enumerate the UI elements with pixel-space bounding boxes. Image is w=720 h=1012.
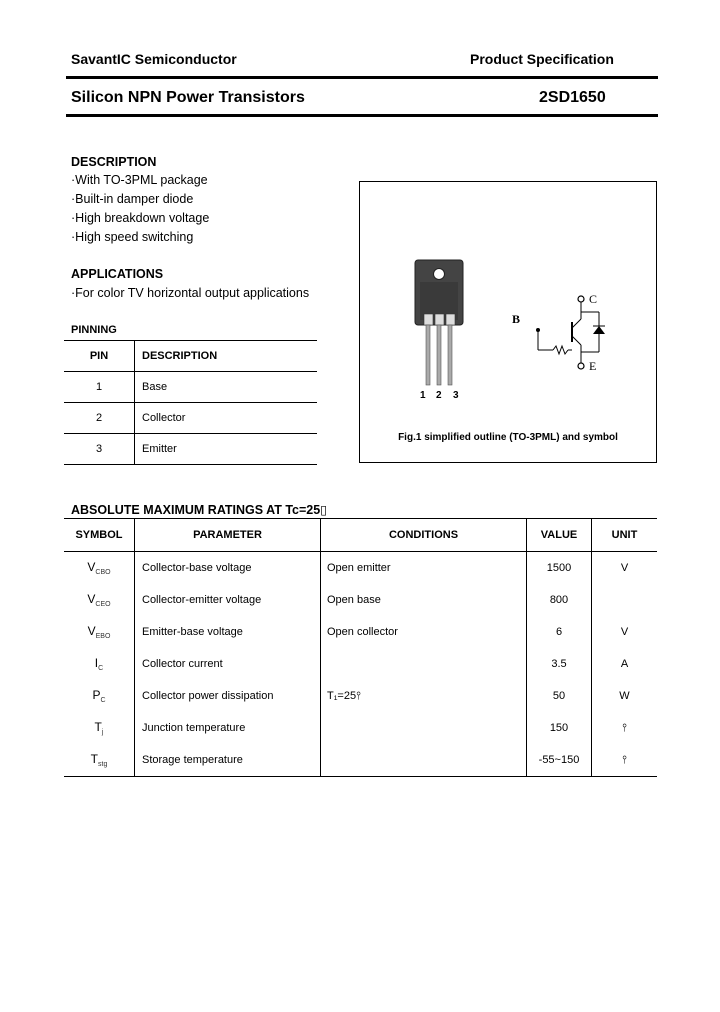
ratings-table xyxy=(64,518,657,777)
symbol-cell: $I_C$ xyxy=(64,648,135,680)
pinning-heading: PINNING xyxy=(71,324,117,336)
list-item: ·With TO-3PML package xyxy=(71,173,208,187)
table-cell: Collector-emitter voltage xyxy=(135,584,321,616)
symbol-cell: $V_{CBO}$ xyxy=(64,552,135,585)
table-header: DESCRIPTION xyxy=(135,341,318,372)
table-row xyxy=(64,648,657,680)
lead-label: 3 xyxy=(453,390,459,401)
pinning-table xyxy=(64,340,317,465)
table-cell: 3 xyxy=(64,434,135,465)
table-row xyxy=(64,552,657,585)
applications-list xyxy=(71,284,309,303)
table-header: PIN xyxy=(64,341,135,372)
ratings-heading: ABSOLUTE MAXIMUM RATINGS AT Tc=25▯ xyxy=(71,503,328,517)
figure-box xyxy=(359,181,657,463)
table-cell xyxy=(321,648,527,680)
table-cell: V xyxy=(620,562,629,574)
list-item: ·Built-in damper diode xyxy=(71,192,194,206)
title-rule xyxy=(66,114,658,117)
description-heading: DESCRIPTION xyxy=(71,155,157,169)
list-item: ·For color TV horizontal output applications xyxy=(71,286,310,300)
applications-heading: APPLICATIONS xyxy=(71,267,164,281)
table-cell: Base xyxy=(135,372,318,403)
table-row xyxy=(64,372,317,403)
table-row xyxy=(64,744,657,777)
table-row xyxy=(64,434,317,465)
product-line: Silicon NPN Power Transistors xyxy=(71,89,305,106)
table-cell: V xyxy=(620,626,629,638)
table-cell: W xyxy=(619,690,630,702)
table-cell: Collector xyxy=(135,403,318,434)
table-header-row xyxy=(64,519,657,552)
list-item: ·High breakdown voltage xyxy=(71,211,210,225)
symbol-cell: $P_C$ xyxy=(64,680,135,712)
table-cell: Junction temperature xyxy=(135,712,321,744)
table-cell: 800 xyxy=(527,584,592,616)
table-cell: T₁=25⫯ xyxy=(321,680,527,712)
description-list xyxy=(71,171,209,247)
table-cell: Collector current xyxy=(135,648,321,680)
table-header-row xyxy=(64,341,317,372)
table-cell: Collector power dissipation xyxy=(135,680,321,712)
table-cell xyxy=(321,712,527,744)
table-cell: 3.5 xyxy=(527,648,592,680)
table-cell: 1500 xyxy=(527,552,592,585)
table-cell: 150 xyxy=(527,712,592,744)
table-cell: 2 xyxy=(64,403,135,434)
table-cell: A xyxy=(620,658,629,670)
table-cell: Storage temperature xyxy=(135,744,321,777)
lead-label: 1 xyxy=(420,390,426,401)
table-cell: Open collector xyxy=(321,616,527,648)
table-header: VALUE xyxy=(527,519,592,552)
table-cell: 6 xyxy=(527,616,592,648)
table-cell: 1 xyxy=(64,372,135,403)
table-cell: Open base xyxy=(321,584,527,616)
table-cell xyxy=(321,744,527,777)
table-header: CONDITIONS xyxy=(321,519,527,552)
table-row xyxy=(64,584,657,616)
table-row xyxy=(64,712,657,744)
base-label: B xyxy=(512,312,521,326)
symbol-cell: $T_j$ xyxy=(64,712,135,744)
transistor-symbol-icon xyxy=(360,182,656,462)
table-cell: Open emitter xyxy=(321,552,527,585)
symbol-cell: $V_{CEO}$ xyxy=(64,584,135,616)
table-header: PARAMETER xyxy=(135,519,321,552)
emitter-label: E xyxy=(589,359,597,373)
table-header: UNIT xyxy=(592,519,658,552)
lead-label: 2 xyxy=(436,390,442,401)
table-row xyxy=(64,616,657,648)
collector-label: C xyxy=(589,292,598,306)
table-cell: 50 xyxy=(527,680,592,712)
table-row xyxy=(64,680,657,712)
header-rule xyxy=(66,76,658,79)
table-cell: -55~150 xyxy=(527,744,592,777)
symbol-cell: $V_{EBO}$ xyxy=(64,616,135,648)
symbol-cell: $T_{stg}$ xyxy=(64,744,135,777)
list-item: ·High speed switching xyxy=(71,230,194,244)
company-name: SavantIC Semiconductor xyxy=(71,51,237,67)
table-cell: Emitter xyxy=(135,434,318,465)
figure-caption: Fig.1 simplified outline (TO-3PML) and symbol xyxy=(398,432,618,443)
doc-type: Product Specification xyxy=(470,51,614,67)
table-cell: ⫯ xyxy=(622,721,627,734)
part-number: 2SD1650 xyxy=(539,89,606,106)
table-cell xyxy=(592,584,658,616)
table-row xyxy=(64,403,317,434)
table-cell: Collector-base voltage xyxy=(135,552,321,585)
table-header: SYMBOL xyxy=(64,519,135,552)
table-cell: Emitter-base voltage xyxy=(135,616,321,648)
table-cell: ⫯ xyxy=(592,744,658,777)
